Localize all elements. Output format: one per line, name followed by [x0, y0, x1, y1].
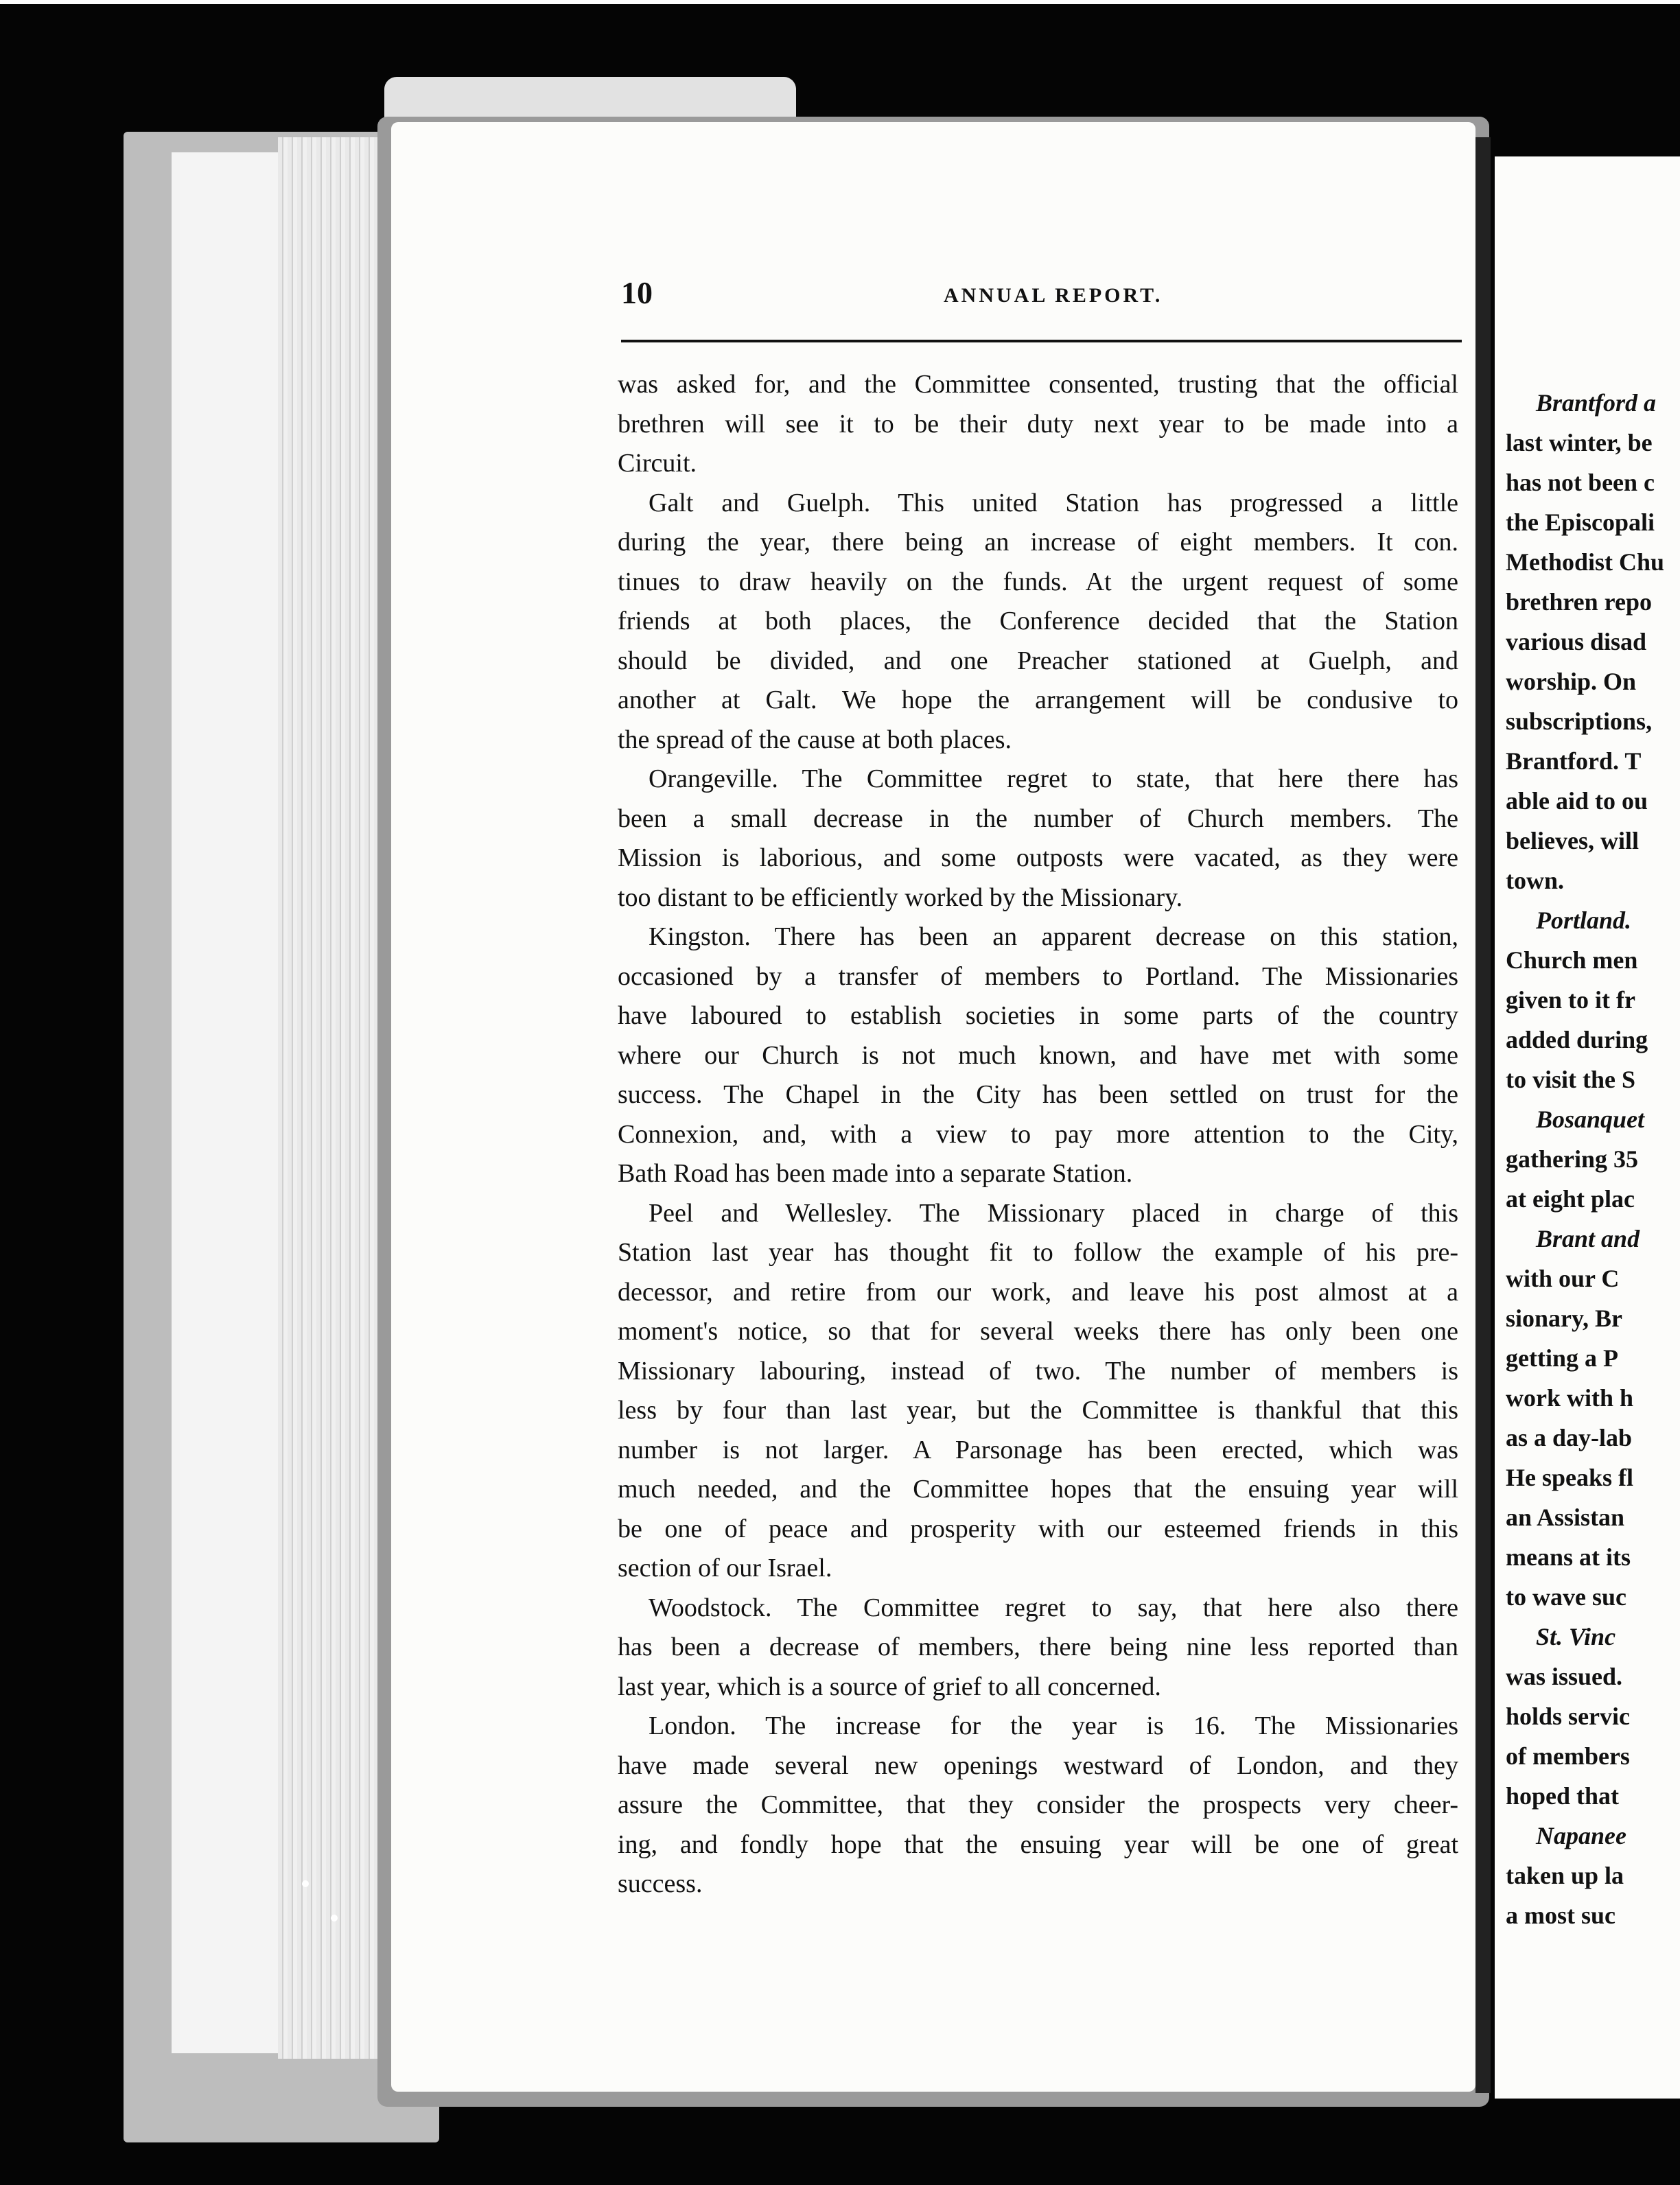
right-page-line: to wave suc	[1506, 1583, 1626, 1611]
text-line: be one of peace and prosperity with our esteemed friends in this	[618, 1514, 1458, 1543]
text-line: been a small decrease in the number of Church members. The	[618, 804, 1458, 833]
text-line: Station last year has thought fit to follow the example of his pre-	[618, 1238, 1458, 1267]
right-page-line: of members	[1506, 1742, 1630, 1770]
running-head	[621, 274, 1465, 316]
right-page-line: the Episcopali	[1506, 509, 1655, 536]
right-page-line: Church men	[1506, 946, 1638, 974]
text-line: Galt and Guelph. This united Station has progressed a little	[649, 488, 1458, 517]
right-page-line: subscriptions,	[1506, 708, 1653, 735]
text-line: have made several new openings westward of London, and they	[618, 1751, 1458, 1780]
text-line: Woodstock. The Committee regret to say, that here also there	[649, 1593, 1458, 1622]
right-page-line: given to it fr	[1506, 986, 1635, 1014]
text-line: have laboured to establish societies in some parts of the country	[618, 1001, 1458, 1030]
text-line: has been a decrease of members, there being nine less reported than	[618, 1633, 1458, 1661]
right-page-line: various disad	[1506, 628, 1647, 655]
text-line: success.	[618, 1869, 703, 1898]
right-page-line: Methodist Chu	[1506, 548, 1665, 576]
header-rule	[621, 340, 1462, 342]
text-line: Mission is laborious, and some outposts were vacated, as they were	[618, 843, 1458, 872]
text-line: last year, which is a source of grief to all concerned.	[618, 1672, 1161, 1701]
right-page-line: holds servic	[1506, 1703, 1631, 1730]
text-line: number is not larger. A Parsonage has been erected, which was	[618, 1435, 1458, 1464]
text-line: the spread of the cause at both places.	[618, 725, 1012, 754]
right-page-line: sionary, Br	[1506, 1305, 1623, 1332]
right-page-line: He speaks fl	[1506, 1464, 1634, 1491]
page-number: 10	[621, 275, 653, 310]
right-page-line: to visit the S	[1506, 1066, 1635, 1093]
right-page-line: able aid to ou	[1506, 787, 1648, 815]
text-line: decessor, and retire from our work, and leave his post almost at a	[618, 1277, 1458, 1307]
right-page-line: Napanee	[1536, 1822, 1626, 1849]
right-page-line: work with h	[1506, 1384, 1634, 1412]
text-line: section of our Israel.	[618, 1554, 832, 1582]
right-page-line: was issued.	[1506, 1663, 1623, 1690]
right-page-line: at eight plac	[1506, 1185, 1635, 1213]
book-gutter	[1475, 137, 1491, 2093]
text-line: tinues to draw heavily on the funds. At the urgent request of some	[618, 567, 1458, 596]
report-text-column	[618, 365, 1458, 1904]
text-line: assure the Committee, that they consider the prospects very cheer-	[618, 1790, 1458, 1819]
text-line: too distant to be efficiently worked by the Missionary.	[618, 883, 1183, 912]
text-line: moment's notice, so that for several weeks there has only been one	[618, 1317, 1458, 1346]
text-line: Missionary labouring, instead of two. The number of members is	[618, 1356, 1458, 1386]
text-line: much needed, and the Committee hopes that the ensuing year will	[618, 1475, 1458, 1504]
text-line: ing, and fondly hope that the ensuing year will be one of great	[618, 1830, 1458, 1859]
text-line: where our Church is not much known, and have met with some	[618, 1040, 1458, 1070]
right-page-line: gathering 35	[1506, 1145, 1638, 1173]
text-line: brethren will see it to be their duty next year to be made into a	[618, 409, 1458, 439]
text-line: Circuit.	[618, 449, 697, 478]
right-page-line: St. Vinc	[1536, 1623, 1616, 1650]
right-page-line: Portland.	[1536, 907, 1632, 934]
right-page-line: with our C	[1506, 1265, 1620, 1292]
right-page-line: believes, will	[1506, 827, 1639, 854]
right-page-line: Brantford a	[1536, 389, 1657, 417]
text-line: London. The increase for the year is 16. The Missionaries	[649, 1711, 1458, 1740]
right-page-line: Brantford. T	[1506, 747, 1642, 775]
text-line: success. The Chapel in the City has been settled on trust for the	[618, 1080, 1458, 1109]
text-line: friends at both places, the Conference decided that the Station	[618, 607, 1458, 635]
text-line: less by four than last year, but the Committee is thankful that this	[618, 1396, 1458, 1425]
right-page-line: a most suc	[1506, 1902, 1615, 1929]
right-page-line: an Assistan	[1506, 1504, 1625, 1531]
right-page-line: Brant and	[1536, 1225, 1640, 1252]
text-line: during the year, there being an increase of eight members. It con.	[618, 528, 1458, 557]
dust-speck	[302, 1880, 309, 1887]
text-line: Peel and Wellesley. The Missionary placed in charge of this	[649, 1198, 1458, 1228]
text-line: Bath Road has been made into a separate Station.	[618, 1159, 1133, 1188]
text-line: another at Galt. We hope the arrangement will be condusive to	[618, 686, 1458, 714]
right-page-line: added during	[1506, 1026, 1648, 1053]
running-head-title: ANNUAL REPORT.	[944, 284, 1163, 307]
right-page-line: worship. On	[1506, 668, 1637, 695]
text-line: was asked for, and the Committee consented, trusting that the official	[618, 370, 1458, 399]
right-page-fragment	[1495, 156, 1680, 2099]
right-page-line: hoped that	[1506, 1782, 1620, 1810]
text-line: Orangeville. The Committee regret to state, that here there has	[649, 764, 1458, 793]
right-page-line: last winter, be	[1506, 429, 1653, 456]
text-line: should be divided, and one Preacher stationed at Guelph, and	[618, 646, 1458, 675]
right-page-line: getting a P	[1506, 1344, 1618, 1372]
text-line: Kingston. There has been an apparent decrease on this station,	[649, 922, 1458, 951]
right-page-line: has not been c	[1506, 469, 1655, 496]
scan-frame-edge	[0, 0, 1680, 4]
right-page-line: town.	[1506, 867, 1565, 894]
right-page-line: Bosanquet	[1536, 1106, 1645, 1133]
right-page-line: means at its	[1506, 1543, 1631, 1571]
right-page-line: as a day-lab	[1506, 1424, 1633, 1451]
text-line: Connexion, and, with a view to pay more attention to the City,	[618, 1119, 1458, 1149]
right-page-line: taken up la	[1506, 1862, 1624, 1889]
left-flyleaf	[172, 152, 281, 2053]
right-page-line: brethren repo	[1506, 588, 1652, 616]
text-line: occasioned by a transfer of members to Portland. The Missionaries	[618, 961, 1458, 991]
dust-speck	[331, 1915, 338, 1921]
